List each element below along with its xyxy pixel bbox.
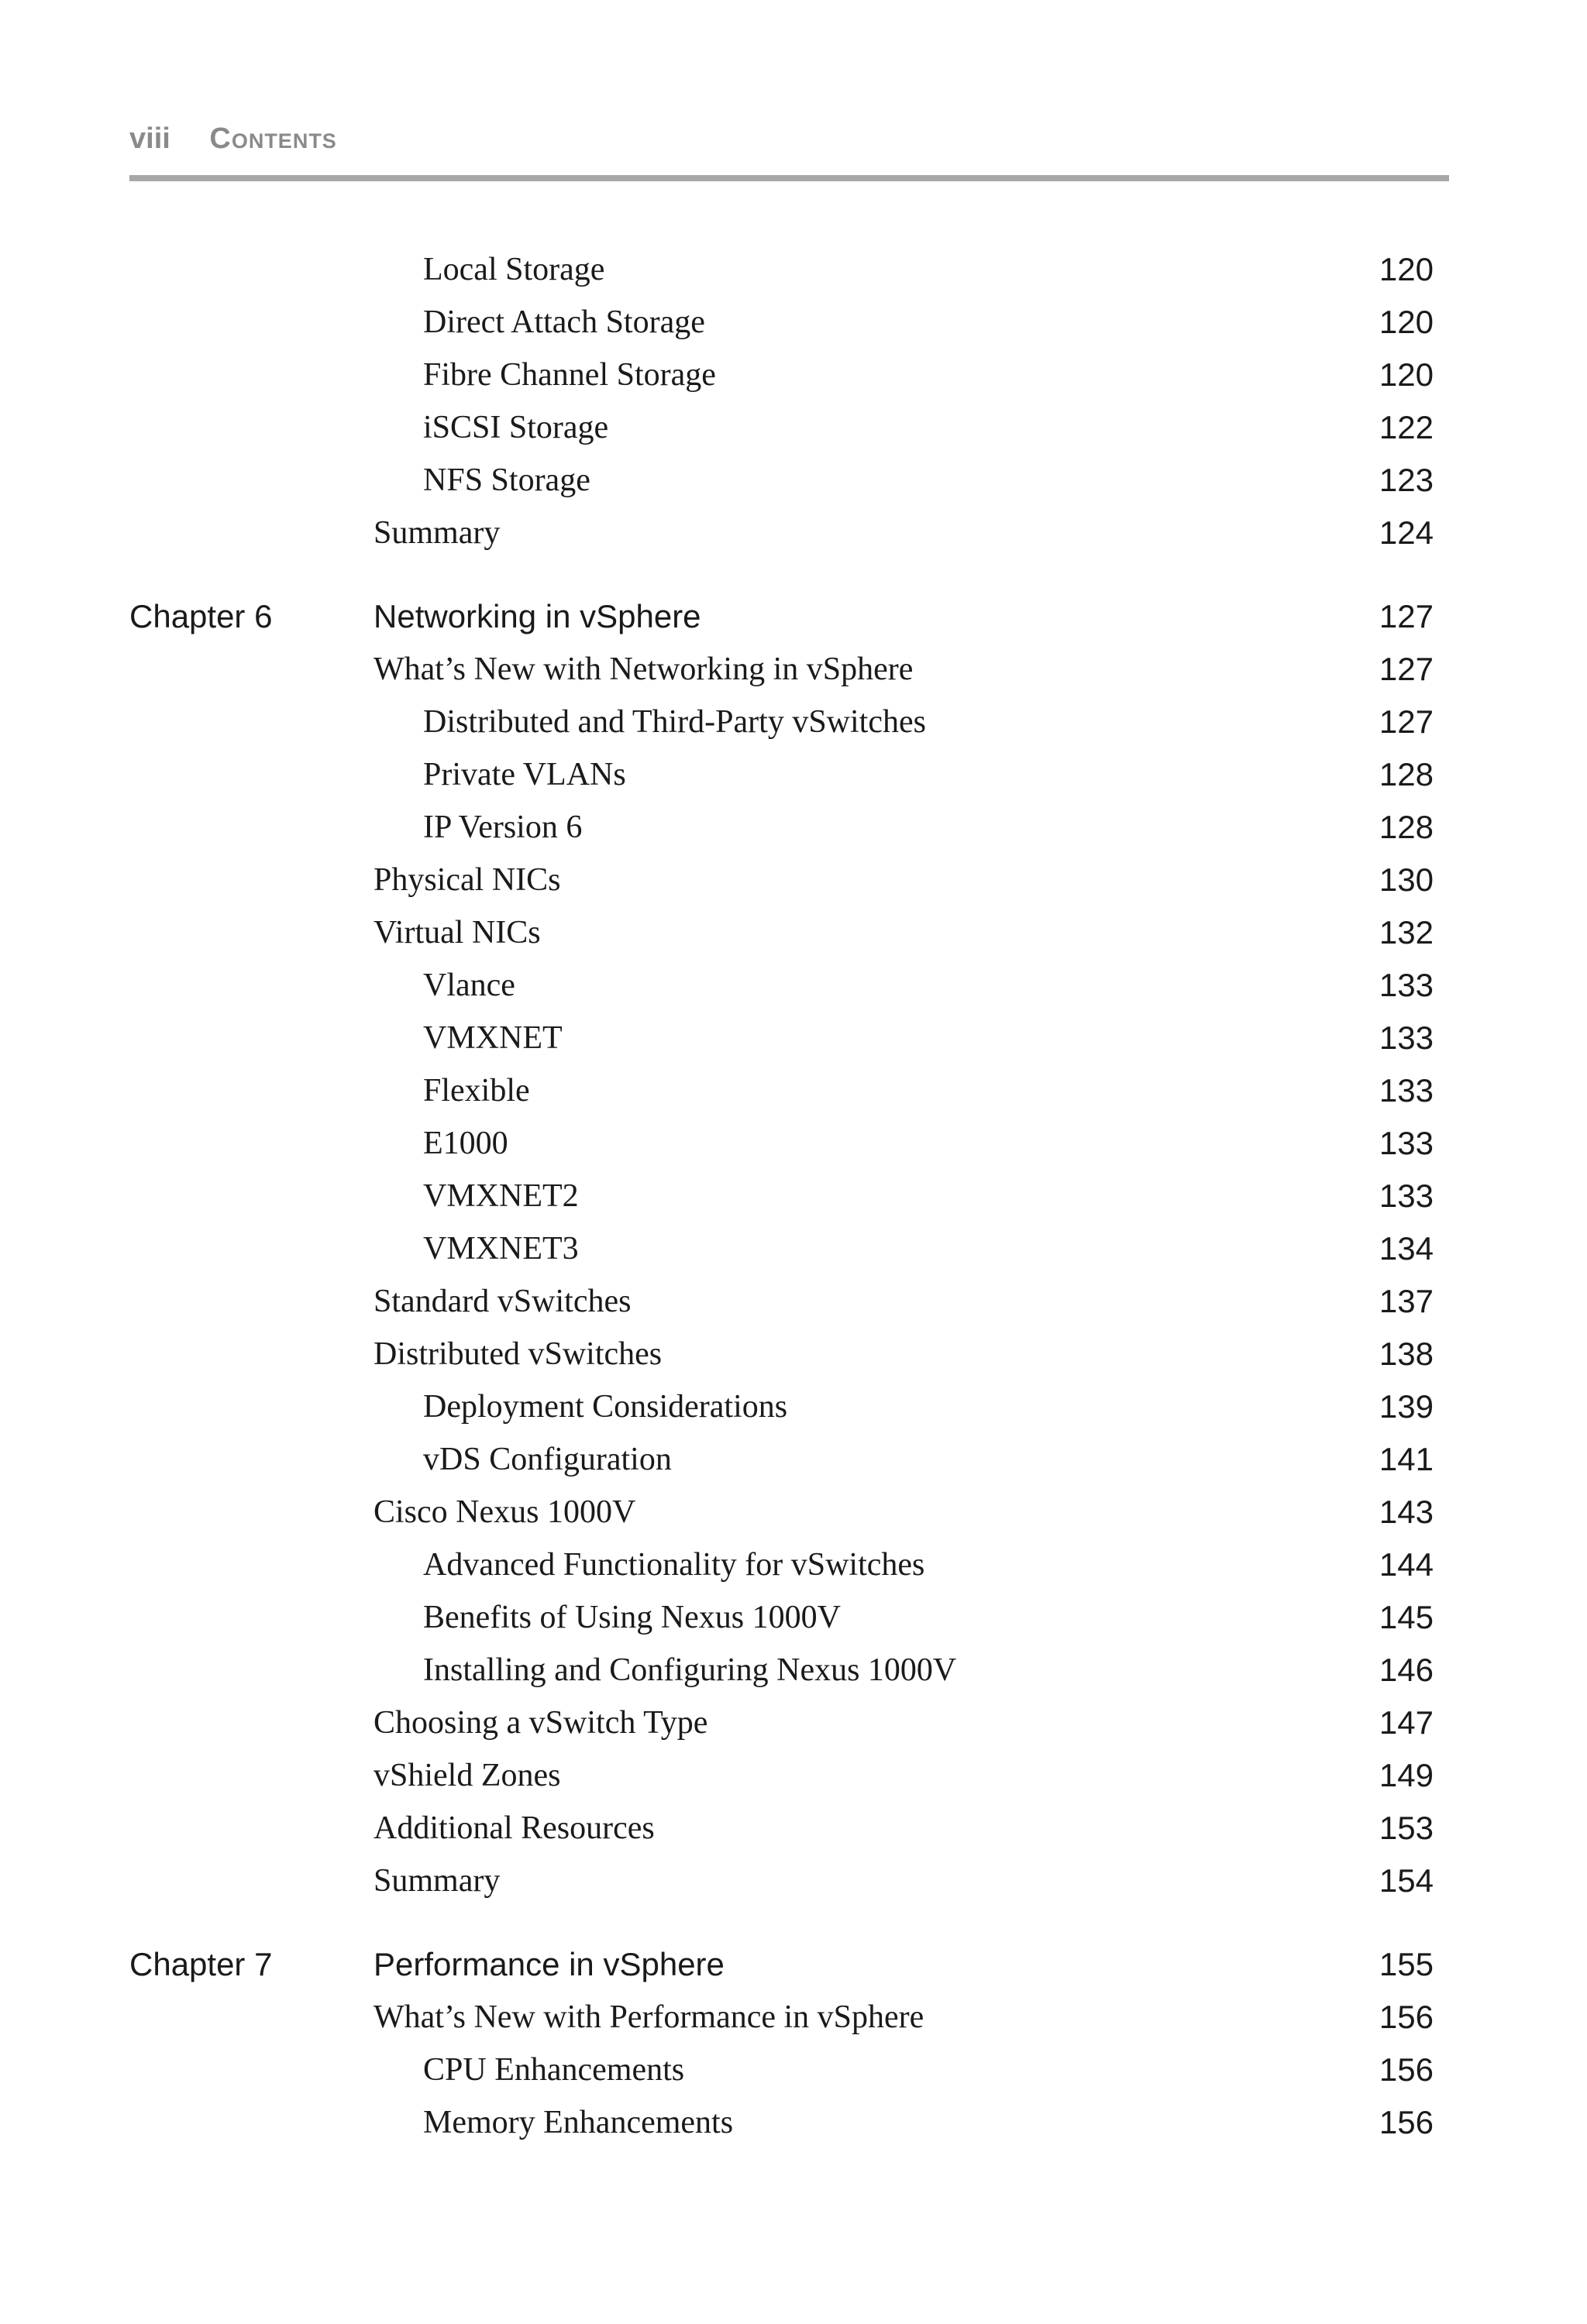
page-number: 139 xyxy=(1379,1388,1434,1425)
section-title: NFS Storage xyxy=(423,462,590,498)
toc-entry xyxy=(0,1749,1587,1802)
toc-entry xyxy=(0,1697,1587,1749)
toc-entry xyxy=(0,1275,1587,1328)
section-title: Installing and Configuring Nexus 1000V xyxy=(423,1652,957,1688)
section-title: Virtual NICs xyxy=(374,915,541,951)
section-title: What’s New with Performance in vSphere xyxy=(374,1999,924,2035)
page-number: 143 xyxy=(1379,1494,1434,1530)
toc-entry xyxy=(0,349,1587,401)
toc-entry xyxy=(0,1591,1587,1644)
section-title: VMXNET3 xyxy=(423,1231,579,1267)
page-number: 127 xyxy=(1379,703,1434,740)
toc-chapter-entry xyxy=(0,1938,1587,1991)
page-number: 132 xyxy=(1379,914,1434,951)
toc-entry xyxy=(0,2096,1587,2149)
page-number: 133 xyxy=(1379,967,1434,1003)
toc-entry xyxy=(0,1538,1587,1591)
page-number: 137 xyxy=(1379,1283,1434,1319)
toc-entry xyxy=(0,1855,1587,1907)
page-number: 127 xyxy=(1379,598,1434,634)
toc-entry xyxy=(0,643,1587,696)
page-number: 128 xyxy=(1379,809,1434,845)
page-number: 130 xyxy=(1379,861,1434,898)
chapter-title: Performance in vSphere xyxy=(374,1946,725,1982)
toc-entry xyxy=(0,507,1587,559)
section-title: Flexible xyxy=(423,1073,530,1109)
toc-entry xyxy=(0,1486,1587,1538)
section-title: Fibre Channel Storage xyxy=(423,357,716,393)
section-title: IP Version 6 xyxy=(423,810,583,845)
section-title: vDS Configuration xyxy=(423,1442,672,1477)
toc-entry xyxy=(0,1170,1587,1222)
toc-entry xyxy=(0,454,1587,507)
page-number: 120 xyxy=(1379,356,1434,393)
toc-entry xyxy=(0,906,1587,959)
toc-entry xyxy=(0,1222,1587,1275)
page-number: 156 xyxy=(1379,2051,1434,2088)
page-number: 128 xyxy=(1379,756,1434,792)
page-number: 149 xyxy=(1379,1757,1434,1793)
page-number: 133 xyxy=(1379,1019,1434,1056)
section-title: Advanced Functionality for vSwitches xyxy=(423,1547,925,1583)
toc-entry xyxy=(0,401,1587,454)
page-number: 156 xyxy=(1379,2104,1434,2140)
section-title: Distributed and Third-Party vSwitches xyxy=(423,704,926,740)
toc-entry xyxy=(0,959,1587,1012)
page-number: 133 xyxy=(1379,1072,1434,1109)
section-title: Distributed vSwitches xyxy=(374,1336,663,1372)
page-number: 155 xyxy=(1379,1946,1434,1982)
section-title: Direct Attach Storage xyxy=(423,304,705,340)
toc-entry xyxy=(0,1328,1587,1380)
section-title: VMXNET2 xyxy=(423,1178,579,1214)
section-title: Memory Enhancements xyxy=(423,2105,734,2140)
page-number: 145 xyxy=(1379,1599,1434,1635)
section-title: Cisco Nexus 1000V xyxy=(374,1494,636,1530)
page-number: 134 xyxy=(1379,1230,1434,1267)
page-number: 147 xyxy=(1379,1704,1434,1741)
section-title: Choosing a vSwitch Type xyxy=(374,1705,708,1741)
section-title: Summary xyxy=(374,515,501,551)
page-number: 154 xyxy=(1379,1862,1434,1899)
page-number: 141 xyxy=(1379,1441,1434,1477)
page-number: 124 xyxy=(1379,514,1434,551)
section-title: Deployment Considerations xyxy=(423,1389,788,1425)
toc-entry xyxy=(0,1433,1587,1486)
section-title: Local Storage xyxy=(423,252,605,287)
section-title: vShield Zones xyxy=(374,1758,561,1793)
section-title: Standard vSwitches xyxy=(374,1284,632,1319)
section-title: What’s New with Networking in vSphere xyxy=(374,651,914,687)
toc-entry xyxy=(0,1012,1587,1064)
section-title: iSCSI Storage xyxy=(423,410,609,445)
toc-entry xyxy=(0,1117,1587,1170)
toc-entry xyxy=(0,696,1587,748)
page-number: 127 xyxy=(1379,651,1434,687)
chapter-number: Chapter 6 xyxy=(129,598,273,634)
section-title: Physical NICs xyxy=(374,862,561,898)
toc-entry xyxy=(0,748,1587,801)
toc-chapter-entry xyxy=(0,590,1587,643)
page-number: 138 xyxy=(1379,1336,1434,1372)
page-number: 146 xyxy=(1379,1652,1434,1688)
page-number: 153 xyxy=(1379,1810,1434,1846)
section-title: Summary xyxy=(374,1863,501,1899)
section-title: CPU Enhancements xyxy=(423,2052,685,2088)
page-number: 133 xyxy=(1379,1125,1434,1161)
toc-entry xyxy=(0,1380,1587,1433)
section-title: Benefits of Using Nexus 1000V xyxy=(423,1600,841,1635)
section-title: E1000 xyxy=(423,1126,508,1161)
page-number: 122 xyxy=(1379,409,1434,445)
toc-entry xyxy=(0,801,1587,854)
toc-entry xyxy=(0,1644,1587,1697)
page-number: 120 xyxy=(1379,304,1434,340)
page-number: 120 xyxy=(1379,251,1434,287)
chapter-number: Chapter 7 xyxy=(129,1946,273,1982)
section-title: Additional Resources xyxy=(374,1810,655,1846)
toc-entry xyxy=(0,296,1587,349)
toc-entry xyxy=(0,243,1587,296)
toc-entry xyxy=(0,854,1587,906)
section-title: Vlance xyxy=(423,968,515,1003)
page-number: 156 xyxy=(1379,1999,1434,2035)
toc-entry xyxy=(0,1064,1587,1117)
toc-entry xyxy=(0,2044,1587,2096)
toc-entry xyxy=(0,1802,1587,1855)
toc-entry xyxy=(0,1991,1587,2044)
chapter-title: Networking in vSphere xyxy=(374,598,701,634)
page-number: 123 xyxy=(1379,462,1434,498)
page-number: 144 xyxy=(1379,1546,1434,1583)
section-title: Private VLANs xyxy=(423,757,626,792)
header-page-number: viii xyxy=(129,122,170,155)
section-title: VMXNET xyxy=(423,1020,563,1056)
page-number: 133 xyxy=(1379,1177,1434,1214)
header-title: Contents xyxy=(209,122,337,155)
